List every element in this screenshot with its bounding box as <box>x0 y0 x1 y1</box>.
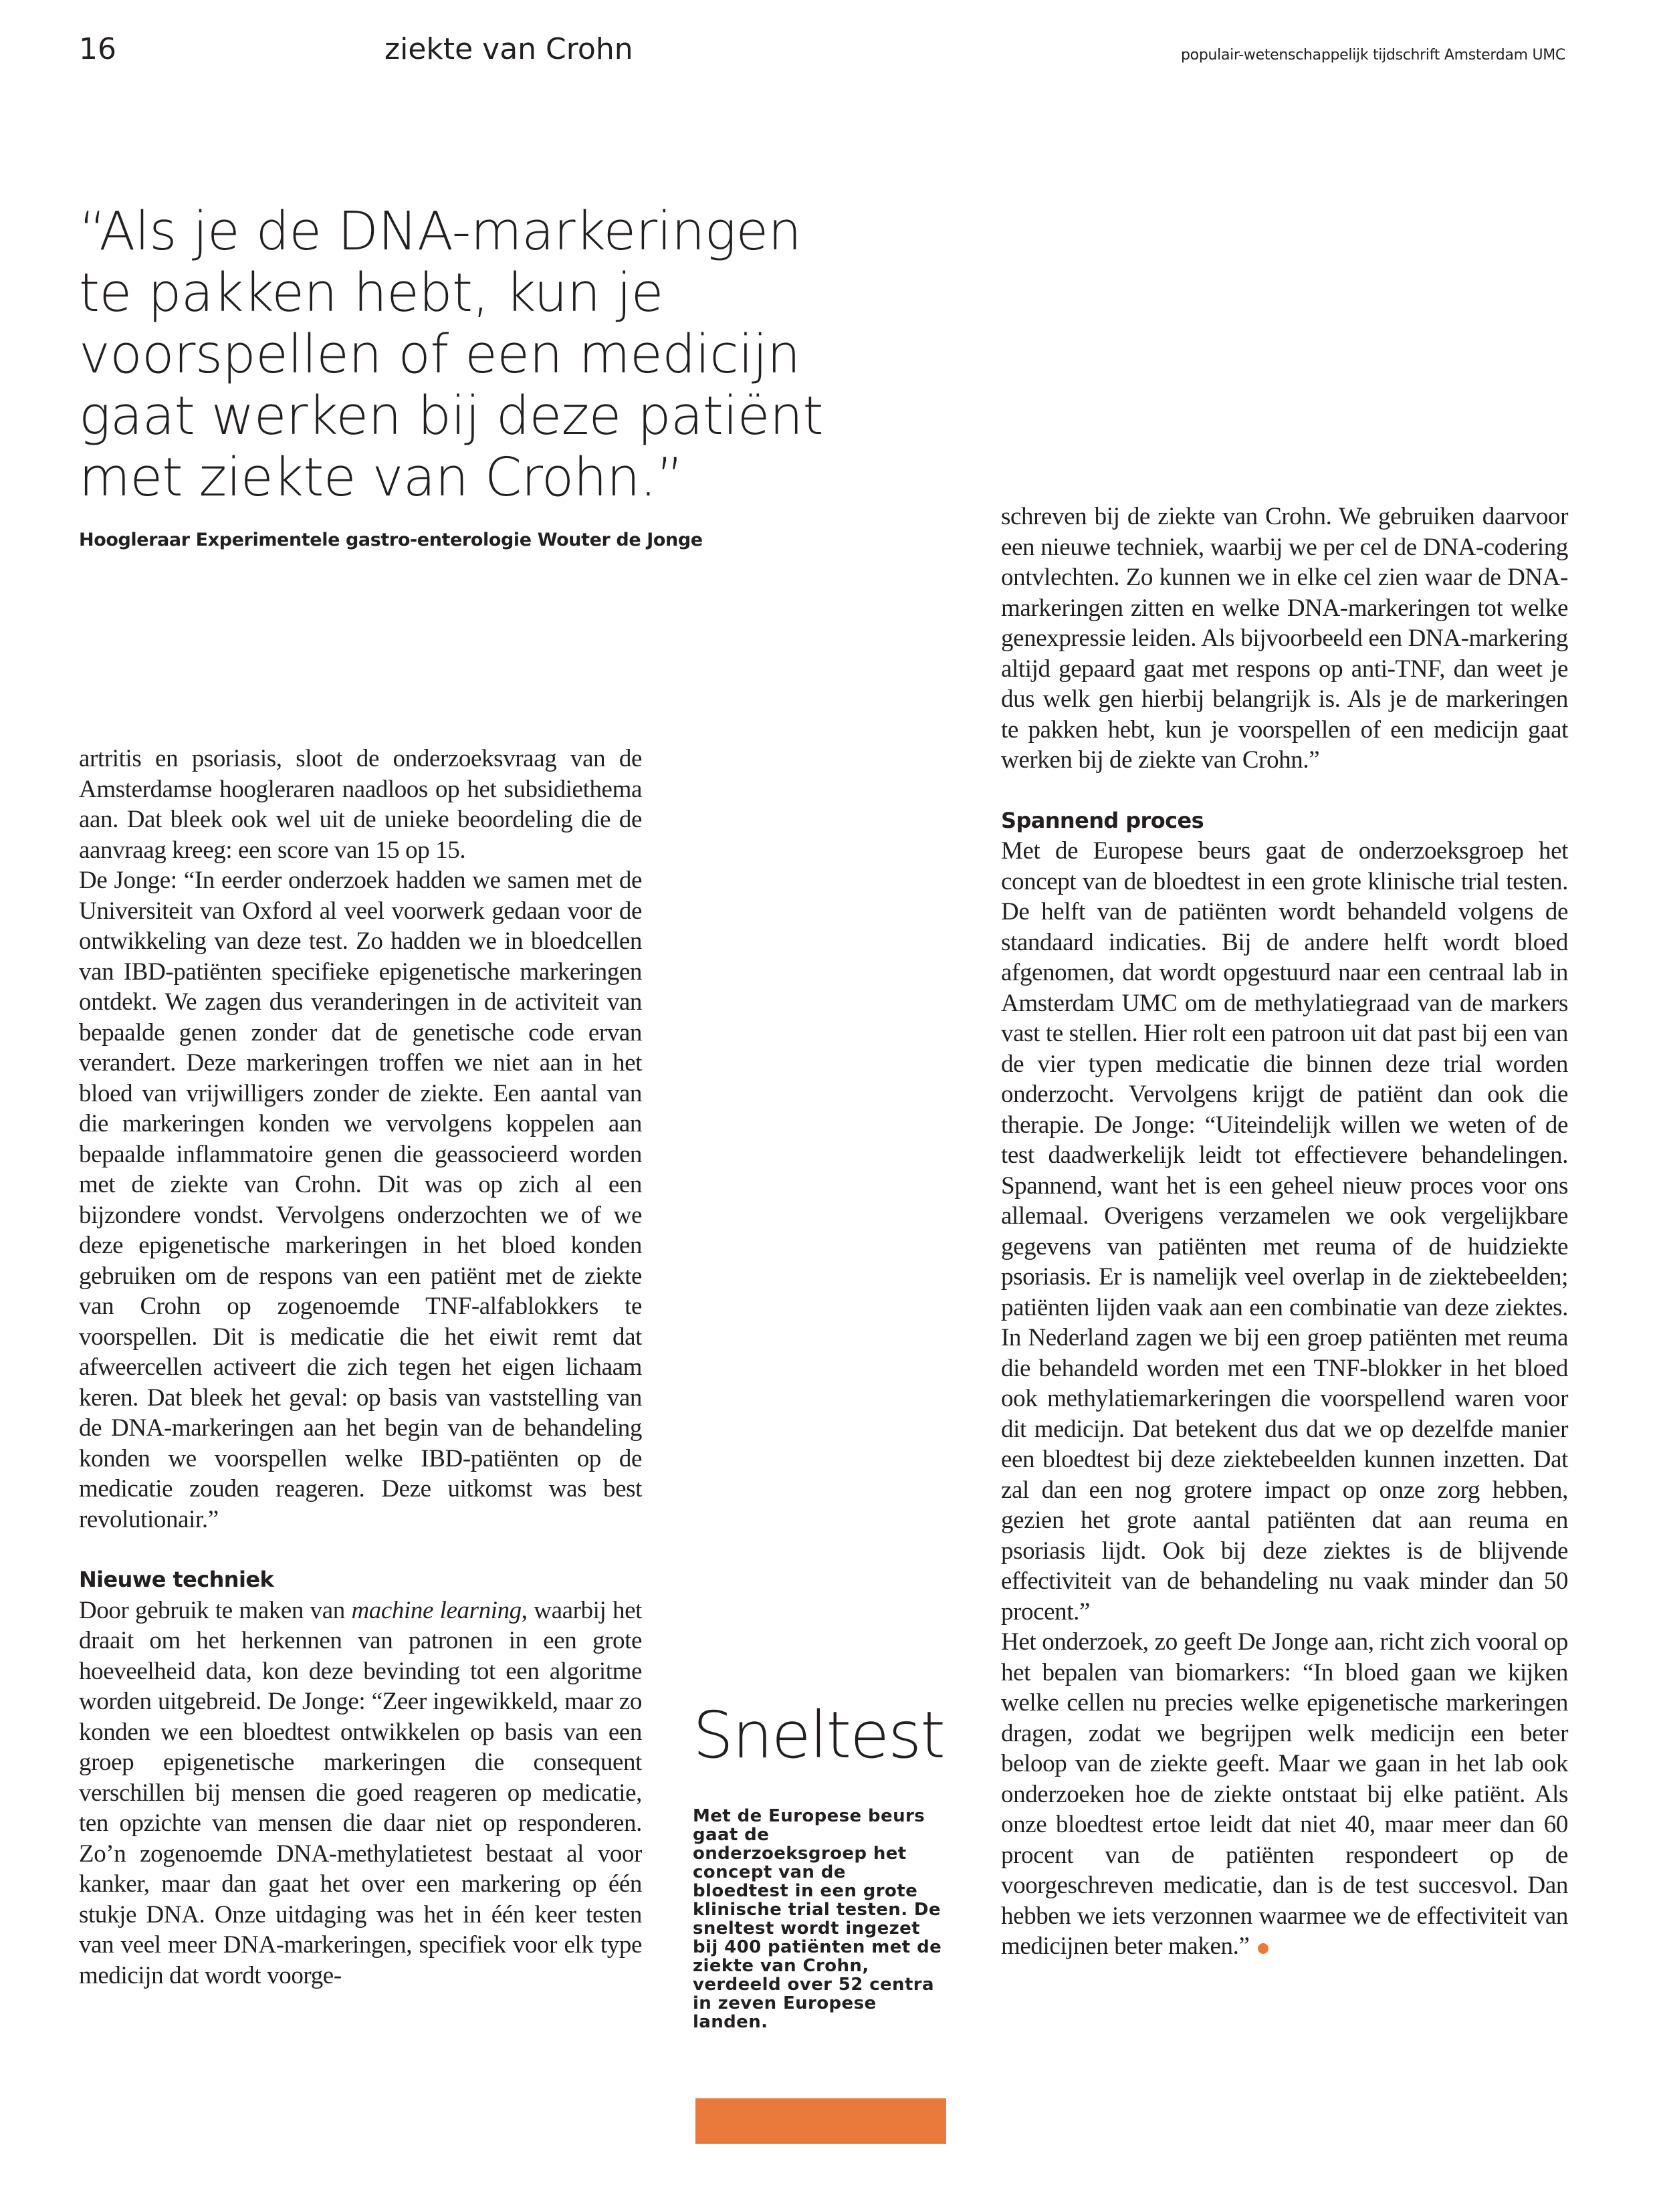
subheading-nieuwe-techniek: Nieuwe techniek <box>79 1567 274 1592</box>
body-text: , waarbij het draait om het herkennen van patronen in een grote hoeveelheid data, kon deze bevinding tot een algoritme worden uitgebreid. De Jonge: “Zeer ingewikkeld, maar zo konden we een bloedtest ontwikkelen op basis van een groep epigenetische markeringen die consequent verschillen bij mensen die goed reageren op medicatie, ten opzichte van mensen die daar niet op responderen. Zo’n zogenoemde DNA-methylatietest bestaat al voor kanker, maar dan gaat het over een markering op één stukje DNA. Onze uitdaging was het in één keer testen van veel meer DNA-markeringen, specifiek voor elk type medicijn dat wordt voorge- <box>79 1596 643 1989</box>
article-column-left <box>79 744 642 1991</box>
body-paragraph: De Jonge: “In eerder onderzoek hadden we samen met de Universiteit van Oxford al veel voorwerk gedaan voor de ontwikkeling van deze test. Zo hadden we in bloedcellen van IBD-patiënten specifieke epigenetische markeringen ontdekt. We zagen dus veranderingen in de activiteit van bepaalde genen zonder dat de genetische code ervan verandert. Deze markeringen troffen we niet aan in het bloed van vrijwilligers zonder de ziekte. Een aantal van die markeringen konden we vervolgens koppelen aan bepaalde inflammatoire genen die geassocieerd worden met de ziekte van Crohn. Dit was op zich al een bijzondere vondst. Vervolgens onderzochten we of we deze epigenetische markeringen in het bloed konden gebruiken om de respons van een patiënt met de ziekte van Crohn op zogenoemde TNF-alfablokkers te voorspellen. Dit is medicatie die het eiwit remt dat afweercellen activeert die zich tegen het eigen lichaam keren. Dat bleek het geval: op basis van vaststelling van de DNA-markeringen aan het begin van de behandeling konden we voorspellen welke IBD-patiënten op de medicatie zouden reageren. Deze uitkomst was best revolutionair.” <box>79 867 642 1533</box>
publication-name: populair-wetenschappelijk tijdschrift Amsterdam UMC <box>1181 47 1565 64</box>
section-title: ziekte van Crohn <box>384 32 633 66</box>
sidebar-text: Met de Europese beurs gaat de onderzoeksgroep het concept van de bloedtest in een grote klinische trial testen. De sneltest wordt ingezet bij 400 patiënten met de ziekte van Crohn, verdeeld over 52 centra in zeven Europese landen. <box>693 1806 942 2032</box>
sidebar-title: Sneltest <box>693 1698 944 1773</box>
paragraph-gap <box>1001 776 1568 806</box>
article-column-right <box>1001 502 1568 1962</box>
page-number: 16 <box>79 32 116 66</box>
body-text: Door gebruik te maken van <box>79 1596 352 1624</box>
italic-term: machine learning <box>351 1596 522 1624</box>
pull-quote: “Als je de DNA-markeringen te pakken hebt, kun je voorspellen of een medicijn gaat werken bij deze patiënt met ziekte van Crohn.” <box>79 201 823 508</box>
end-of-article-dot-icon <box>1258 1943 1268 1954</box>
body-paragraph <box>1001 1627 1568 1962</box>
paragraph-gap <box>79 1535 642 1565</box>
body-paragraph <box>79 1595 642 1991</box>
body-paragraph: Met de Europese beurs gaat de onderzoeksgroep het concept van de bloedtest in een grote klinische trial testen. De helft van de patiënten wordt behandeld volgens de standaard indicaties. Bij de andere helft wordt bloed afgenomen, dat wordt opgestuurd naar een centraal lab in Amsterdam UMC om de methylatiegraad van de markers vast te stellen. Hier rolt een patroon uit dat past bij een van de vier typen medicatie die binnen deze trial worden onderzocht. Vervolgens krijgt de patiënt dan ook die therapie. De Jonge: “Uiteindelijk willen we weten of de test daadwerkelijk leidt tot effectievere behandelingen. Spannend, want het is een geheel nieuw proces voor ons allemaal. Overigens verzamelen we ook vergelijkbare gegevens van patiënten met reuma of de huidziekte psoriasis. Er is namelijk veel overlap in de ziektebeelden; patiënten lijden vaak aan een combinatie van deze ziektes. In Nederland zagen we bij een groep patiënten met reuma die behandeld worden met een TNF-blokker in het bloed ook methylatiemarkeringen die voorspellend waren voor dit medicijn. Dat betekent dus dat we op dezelfde manier een bloedtest bij deze ziektebeelden kunnen inzetten. Dat zal dan een nog grotere impact op onze zorg hebben, gezien het grote aantal patiënten dat aan reuma en psoriasis lijdt. Ook bij deze ziektes is de blijvende effectiviteit van de behandeling nu vaak minder dan 50 procent.” <box>1001 837 1568 1626</box>
sidebar-box <box>693 1698 947 2031</box>
sidebar-accent-bar <box>695 2098 946 2144</box>
subheading-spannend-proces: Spannend proces <box>1001 807 1204 833</box>
body-paragraph: schreven bij de ziekte van Crohn. We gebruiken daarvoor een nieuwe techniek, waarbij we per cel de DNA-codering ontvlechten. Zo kunnen we in elke cel zien waar de DNA-markeringen zitten en welke DNA-markeringen tot welke genexpressie leiden. Als bijvoorbeeld een DNA-markering altijd gepaard gaat met respons op anti-TNF, dan weet je dus welk gen hierbij belangrijk is. Als je de markeringen te pakken hebt, kun je voorspellen of een medicijn gaat werken bij de ziekte van Crohn.” <box>1001 503 1568 774</box>
body-text: Het onderzoek, zo geeft De Jonge aan, richt zich vooral op het bepalen van biomarkers: “In bloed gaan we kijken welke cellen nu precies welke epigenetische markeringen dragen, zodat we begrijpen welk medicijn een beter beloop van de ziekte geeft. Maar we gaan in het lab ook onderzoeken hoe de ziekte ontstaat bij elke patiënt. Als onze bloedtest ertoe leidt dat niet 40, maar meer dan 60 procent van de patiënten respondeert op de voorgeschreven medicatie, dan is de test succesvol. Dan hebben we iets verzonnen waarmee we de effectiviteit van medicijnen beter maken.” <box>1001 1628 1568 1960</box>
quote-attribution: Hoogleraar Experimentele gastro-enterologie Wouter de Jonge <box>79 530 703 550</box>
body-paragraph: artritis en psoriasis, sloot de onderzoeksvraag van de Amsterdamse hoogleraren naadloos op het subsidiethema aan. Dat bleek ook wel uit de unieke beoordeling die de aanvraag kreeg: een score van 15 op 15. <box>79 745 642 864</box>
